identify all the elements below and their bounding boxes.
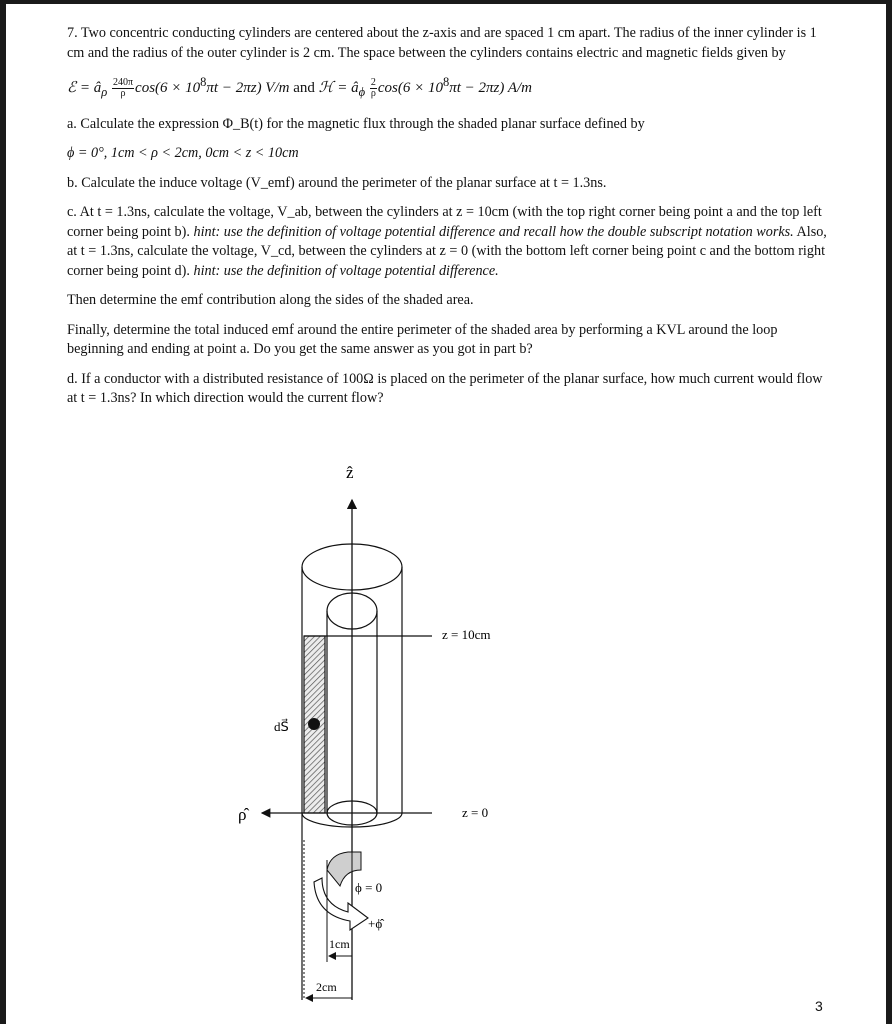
r1-label: 1cm xyxy=(329,937,350,951)
r2-label: 2cm xyxy=(316,980,337,994)
z-axis-label: ẑ xyxy=(346,463,354,482)
part-d: d. If a conductor with a distributed resistance of 100Ω is placed on the perimeter of the planar surface, how much current would flow at t = 1.3ns? In which direction would the current flow? xyxy=(67,370,823,406)
ds-label: dS⃗ xyxy=(274,719,289,734)
part-c-kvl: Finally, determine the total induced emf around the entire perimeter of the shaded area by performing a KVL around the loop beginning and ending at point a. Do you get the same answer as you got in part b? xyxy=(67,321,778,357)
z0-label: z = 0 xyxy=(462,805,489,820)
problem-intro: 7. Two concentric conducting cylinders are centered about the z-axis and are spaced 1 cm apart. The radius of the inner cylinder is 1 cm and the radius of the outer cylinder is 2 cm. The space between the cylinders contains electric and magnetic fields given by xyxy=(67,25,817,61)
part-b: b. Calculate the induce voltage (V_emf) around the perimeter of the planar surface at t = 1.3ns. xyxy=(67,174,607,191)
field-equations: ℰ = $â_\rho$ $\frac{240\pi}{\rho}$ $\cos(6 \times 10^8\pi t - 2\pi z)$ V/m and ℋ = $â_\phi$ $\frac{2}{\rho}$ $\cos(6 \times 10^8\pi t - 2\pi z)$ A/m xyxy=(67,75,533,100)
z10-label: z = 10cm xyxy=(442,627,491,642)
part-a: a. Calculate the expression Φ_B(t) for the magnetic flux through the shaded planar surface defined by xyxy=(67,115,645,132)
part-a-condition: ϕ = 0°, 1cm < ρ < 2cm, 0cm < z < 10cm xyxy=(67,145,299,161)
part-c: c. At t = 1.3ns, calculate the voltage, V_ab, between the cylinders at z = 10cm (with the top right corner being point a and the top left corner being point b). hint: use the definition of voltage potential difference and recall how the double subscript notation works. Also, at t = 1.3ns, calculate the voltage, V_cd, between the cylinders at z = 0 (with the bottom left corner being point c and the bottom right corner being point d). hint: use the definition of voltage potential difference. xyxy=(67,204,827,279)
plus-phi-label: +ϕ̂ xyxy=(368,916,383,931)
part-c-sides: Then determine the emf contribution along the sides of the shaded area. xyxy=(67,292,474,308)
rho-label: ρ̂ xyxy=(238,805,247,824)
page-number: 3 xyxy=(815,998,823,1014)
h-fraction: $\frac{2}{\rho}$ xyxy=(370,77,376,100)
ds-dot xyxy=(308,718,320,730)
phi0-label: ϕ = 0 xyxy=(355,880,383,895)
e-fraction: $\frac{240\pi}{\rho}$ xyxy=(112,77,134,100)
